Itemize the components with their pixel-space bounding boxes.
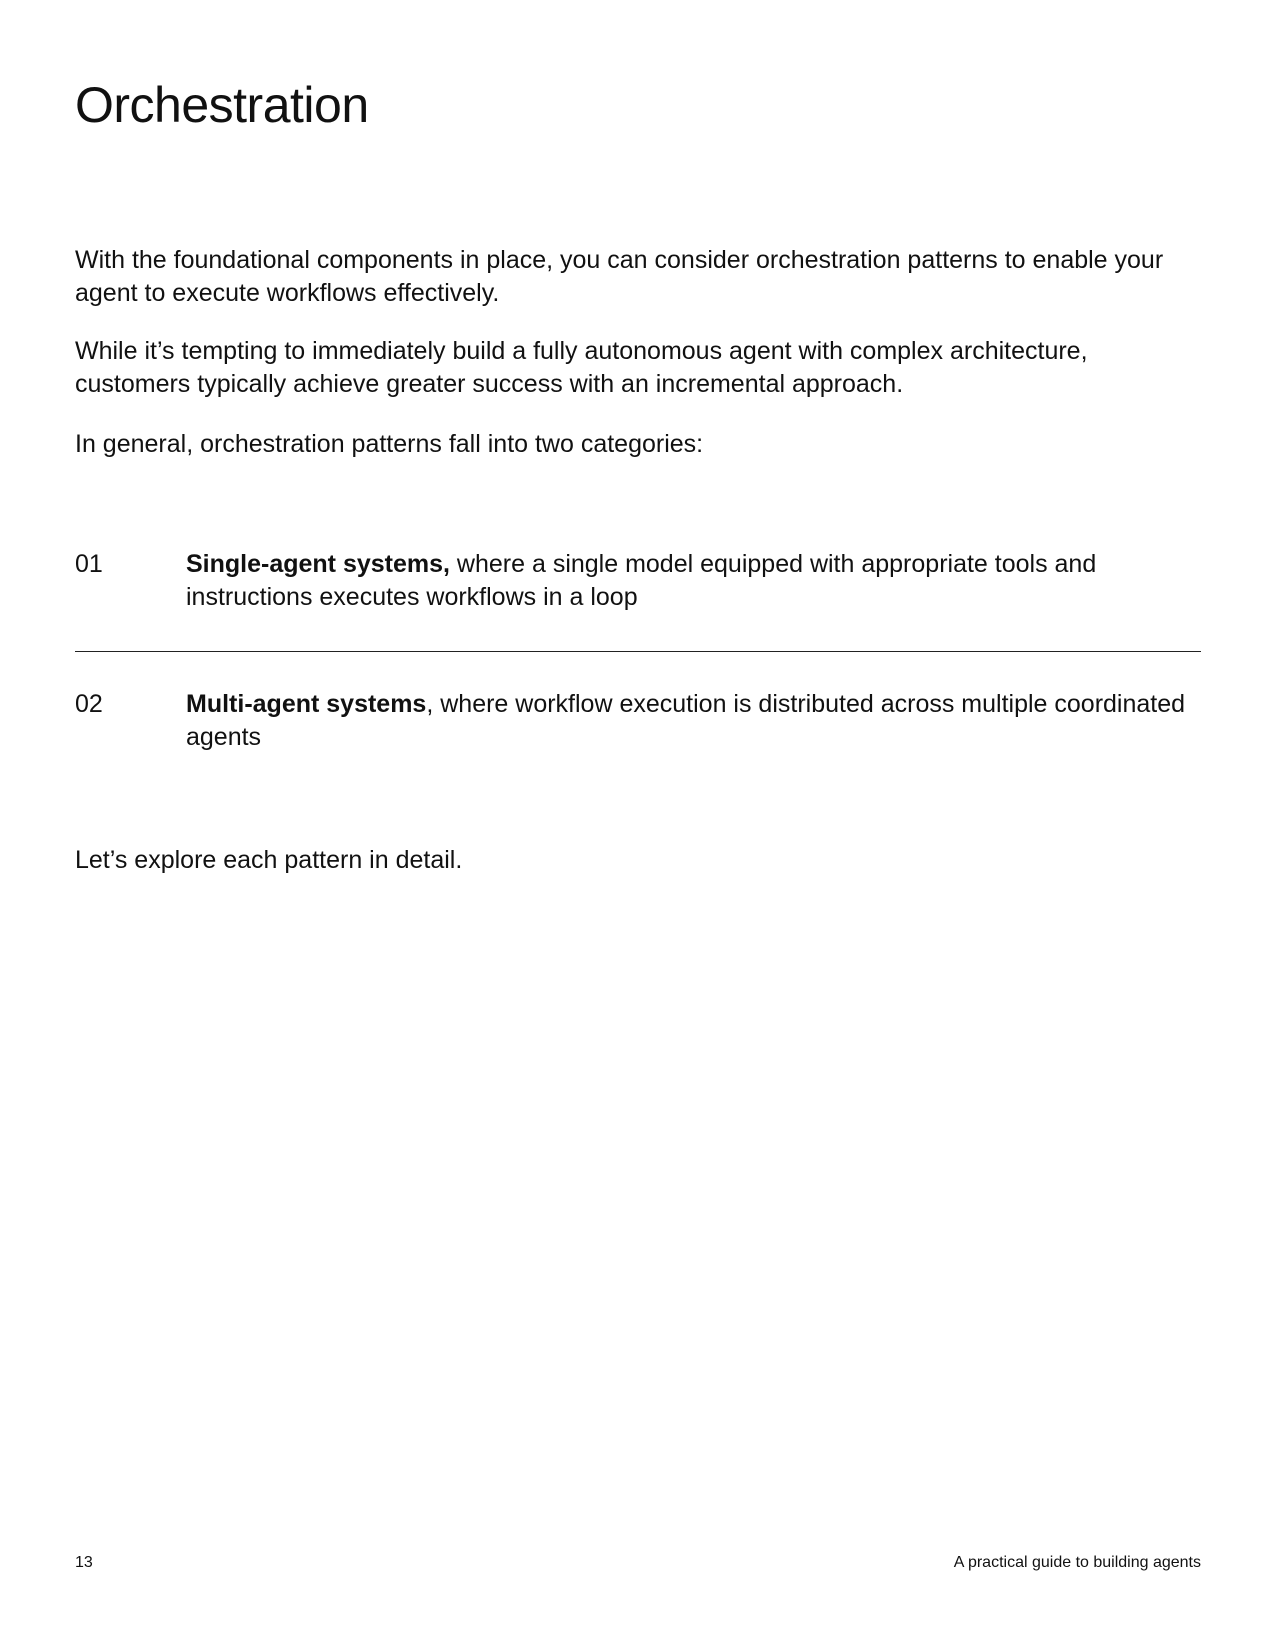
intro-paragraph: With the foundational components in place, you can consider orchestration patterns to enable your agent to execute workflows effectively.	[75, 246, 1164, 307]
incremental-approach-paragraph: While it’s tempting to immediately build a fully autonomous agent with complex architecture, customers typically achieve greater success with an incremental approach.	[75, 337, 1088, 398]
page-title: Orchestration	[75, 77, 369, 133]
item-text	[186, 688, 1196, 754]
divider	[75, 651, 1201, 652]
item-term: Single-agent systems,	[186, 550, 450, 578]
item-number: 01	[75, 550, 103, 578]
item-text	[186, 548, 1196, 614]
item-term: Multi-agent systems	[186, 690, 427, 718]
item-number: 02	[75, 690, 103, 718]
closing-paragraph: Let’s explore each pattern in detail.	[75, 846, 463, 874]
categories-lead-paragraph: In general, orchestration patterns fall into two categories:	[75, 430, 704, 458]
item-description: , where workflow execution is distributed across multiple coordinated agents	[186, 690, 1186, 751]
footer-doc-title: A practical guide to building agents	[953, 1554, 1201, 1571]
page-number: 13	[75, 1554, 93, 1571]
item-description: where a single model equipped with appropriate tools and instructions executes workflows in a loop	[186, 550, 1097, 611]
